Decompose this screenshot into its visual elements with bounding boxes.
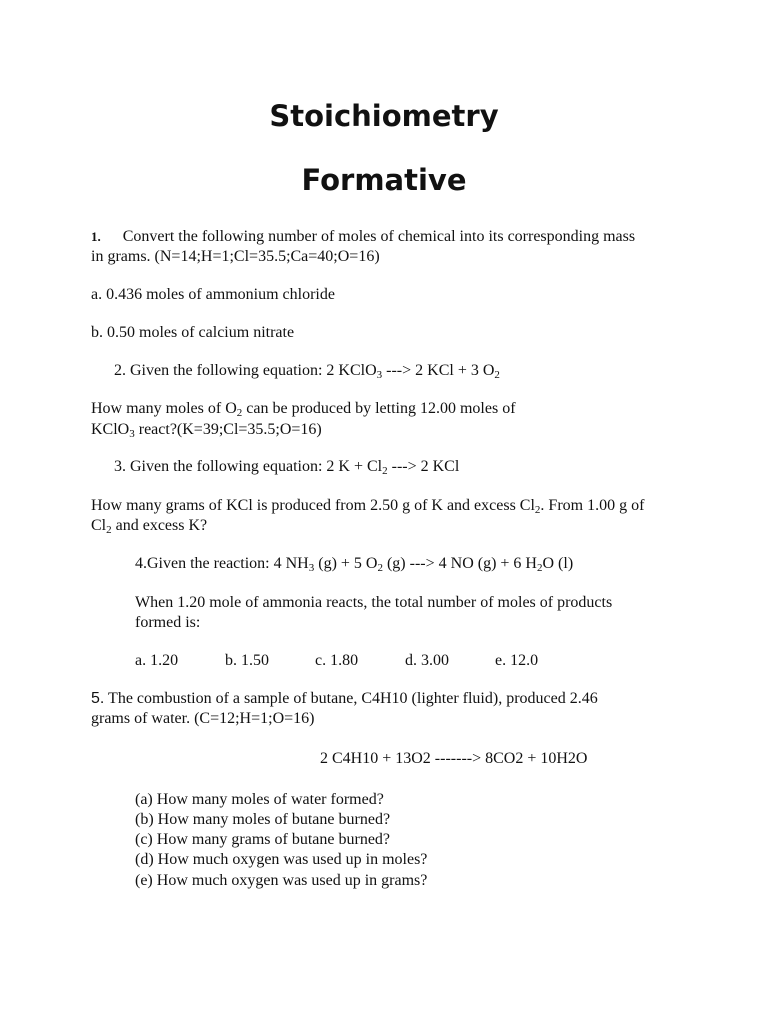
question-5-line-2: grams of water. (C=12;H=1;O=16): [91, 710, 315, 727]
question-3-line-1: How many grams of KCl is produced from 2.50 g of K and excess $Cl_2$. From 1.00 g of: [91, 497, 645, 516]
choice-b: b. 1.50: [225, 652, 269, 669]
question-4-reaction: 4.Given the reaction: 4 $NH_3$ (g) + 5 $O_2$ (g) ---> 4 NO (g) + 6 $H_2O$ (l): [135, 555, 574, 574]
question-5-part-a: (a) How many moles of water formed?: [135, 791, 384, 808]
question-5-part-b: (b) How many moles of butane burned?: [135, 811, 391, 828]
question-3-line-2: $Cl_2$ and excess K?: [91, 517, 208, 536]
choice-a: a. 1.20: [135, 652, 179, 669]
question-5-part-e: (e) How much oxygen was used up in grams?: [135, 872, 428, 889]
question-5-line-1: 5. The combustion of a sample of butane, C4H10 (lighter fluid), produced 2.46: [91, 690, 598, 707]
question-5-part-c: (c) How many grams of butane burned?: [135, 831, 391, 848]
question-5-number: 5.: [91, 690, 105, 707]
question-1-line-1: 1. Convert the following number of moles of chemical into its corresponding mass: [91, 228, 636, 245]
page-title: Stoichiometry: [269, 99, 499, 133]
question-1-part-b: b. 0.50 moles of calcium nitrate: [91, 324, 295, 341]
choice-c: c. 1.80: [315, 652, 359, 669]
choice-e: e. 12.0: [495, 652, 539, 669]
question-2-line-2: KClO$_3$ react?(K=39;Cl=35.5;O=16): [91, 421, 322, 440]
question-5-part-d: (d) How much oxygen was used up in moles?: [135, 851, 428, 868]
question-4-choices: [135, 651, 538, 671]
question-3-equation: 3. Given the following equation: 2 $K + Cl_2$ ---> 2 KCl: [114, 458, 460, 477]
question-4-line-1: When 1.20 mole of ammonia reacts, the total number of moles of products: [135, 594, 613, 611]
choice-d: d. 3.00: [405, 652, 449, 669]
question-2-equation: 2. Given the following equation: 2 KClO$_3$ ---> 2 KCl + 3 $O_2$: [114, 362, 500, 381]
question-4-line-2: formed is:: [135, 614, 201, 631]
question-1-line-2: in grams. (N=14;H=1;Cl=35.5;Ca=40;O=16): [91, 248, 380, 265]
question-2-line-1: How many moles of $O_2$ can be produced by letting 12.00 moles of: [91, 400, 516, 419]
question-5-equation: 2 C4H10 + 13O2 -------> 8CO2 + 10H2O: [320, 750, 588, 767]
question-1-part-a: a. 0.436 moles of ammonium chloride: [91, 286, 335, 303]
page-subtitle: Formative: [301, 163, 467, 197]
question-1-number: 1.: [91, 229, 101, 244]
